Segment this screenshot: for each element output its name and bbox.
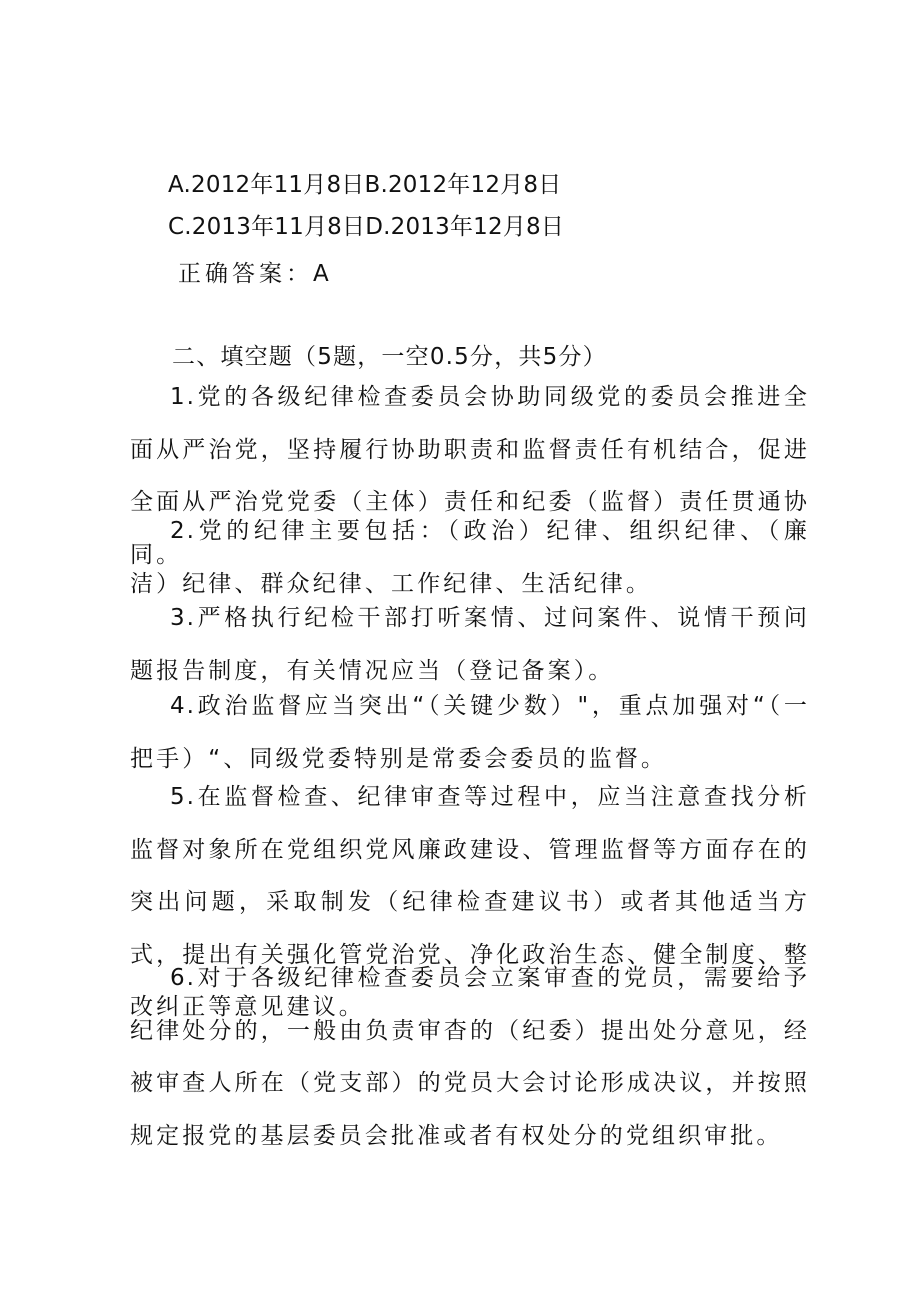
item-text: .对于各级纪律检查委员会立案审查的党员，需要给予纪律处分的，一般由负责审杳的（纪委）提出处分意见，经被审查人所在（党支部）的党员大会讨论形成决议，并按照规定报党的基层委员会批准或者有权处分的党组织审批。 [130, 965, 810, 1149]
item-text: .在监督检查、纪律审查等过程中，应当注意查找分析监督对象所在党组织党风廉政建设、管理监督等方面存在的突出问题，采取制发（纪律检查建议书）或者其他适当方式，提出有关强化管党治党、净化政治生态、健全制度、整改纠正等意见建议。 [130, 784, 810, 1020]
item-number: 1 [170, 384, 187, 410]
item-number: 4 [170, 693, 187, 719]
item-text: .党的纪律主要包括：（政治）纪律、组织纪律、（廉洁）纪律、群众纪律、工作纪律、生活纪律。 [130, 518, 810, 597]
fill-blank-item [130, 680, 810, 785]
item-text: .党的各级纪律检查委员会协助同级党的委员会推进全面从严治党，坚持履行协助职责和监督责任有机结合，促进全面从严治党党委（主体）责任和纪委（监督）责任贯通协同。 [130, 384, 810, 568]
item-number: 2 [170, 518, 187, 544]
item-number: 6 [170, 965, 187, 991]
item-number: 3 [170, 605, 187, 631]
item-text: .严格执行纪检干部打听案情、过问案件、说情干预问题报告制度，有关情况应当（登记备案）。 [130, 605, 810, 684]
item-number: 5 [170, 784, 187, 810]
correct-answer: 正确答案：A [178, 261, 333, 287]
option-line-ab: A.2012年11月8日B.2012年12月8日 [168, 172, 562, 198]
section-heading: 二、填空题（5题，一空0.5分，共5分） [172, 344, 607, 370]
option-line-cd: C.2013年11月8日D.2013年12月8日 [168, 214, 565, 240]
item-text: .政治监督应当突出“（关键少数）"，重点加强对“（一把手）“、同级党委特别是常委会委员的监督。 [130, 693, 810, 772]
fill-blank-item [130, 952, 810, 1162]
